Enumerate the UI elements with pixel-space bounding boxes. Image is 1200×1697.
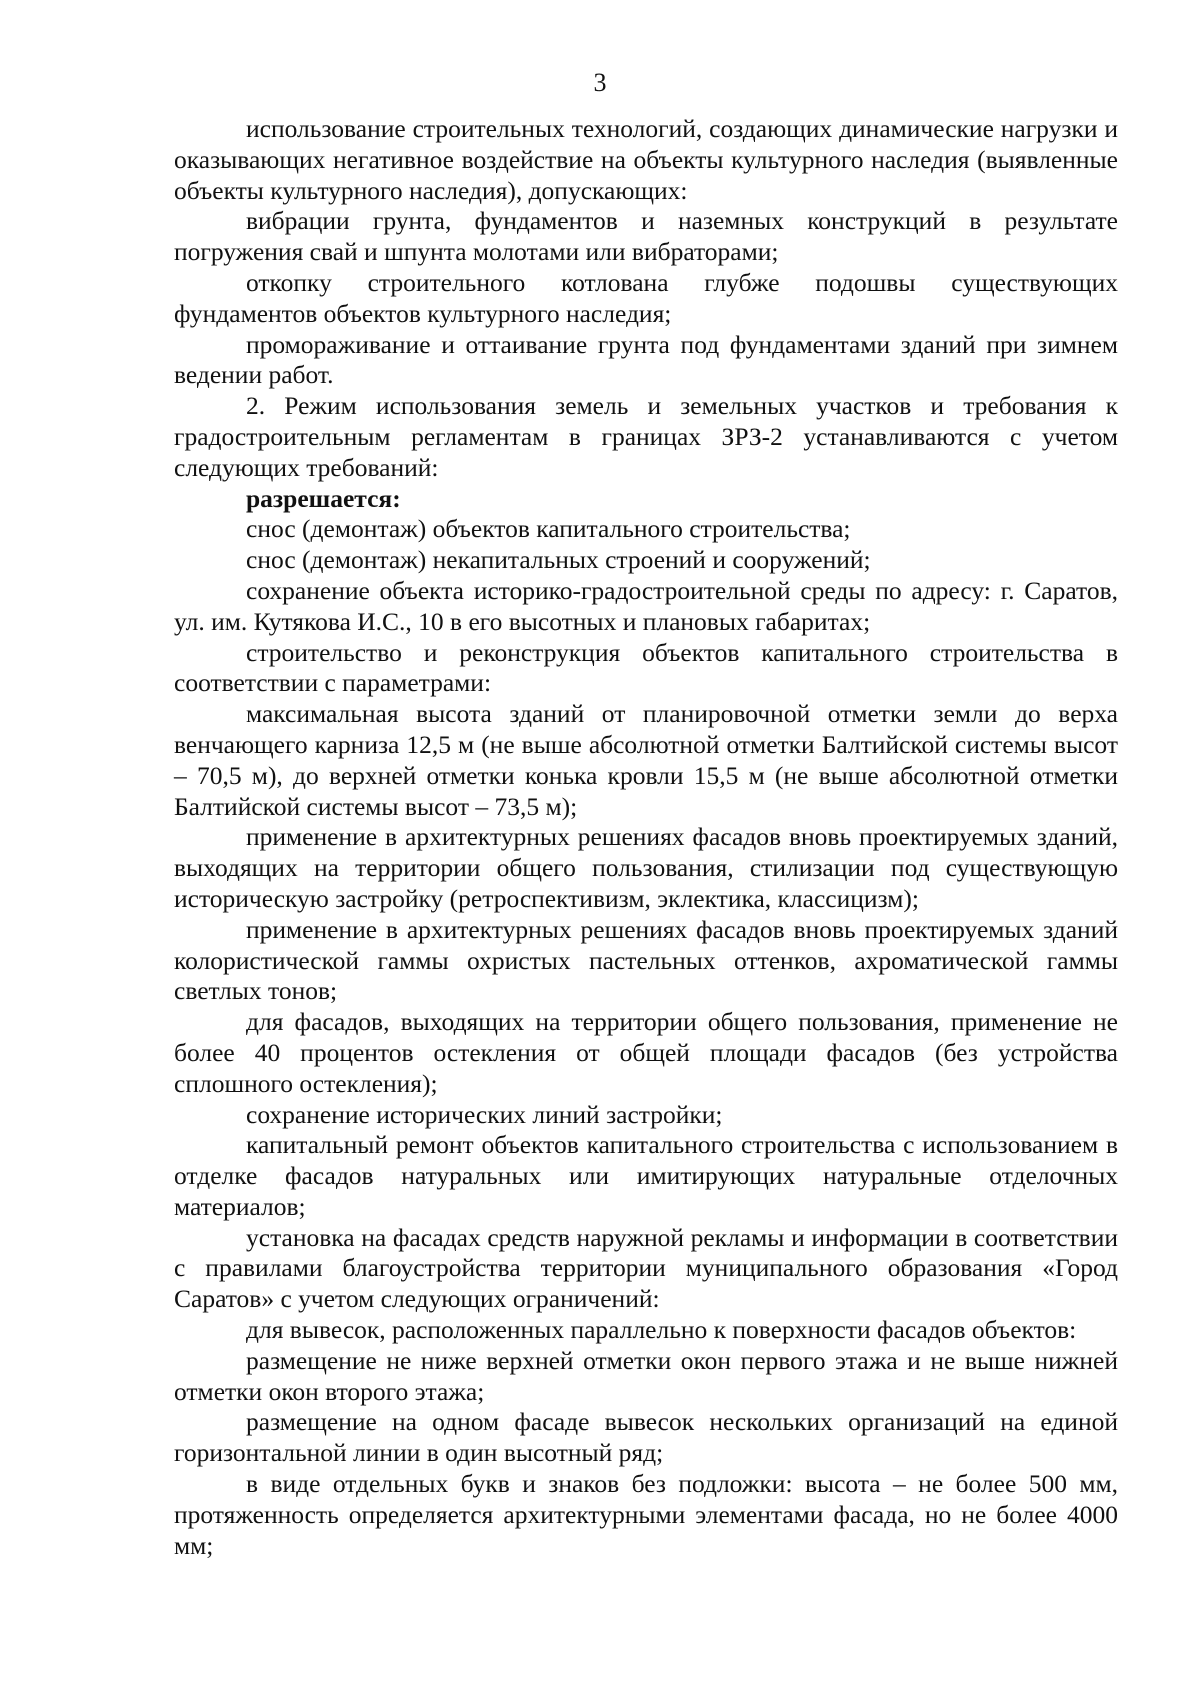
paragraph-8: снос (демонтаж) некапитальных строений и сооружений; bbox=[246, 545, 871, 575]
paragraph-19: размещение не ниже верхней отметки окон первого этажа и не выше нижней отметки окон второго этажа; bbox=[174, 1345, 1118, 1406]
paragraph-7: снос (демонтаж) объектов капитального строительства; bbox=[246, 514, 851, 544]
paragraph-18: для вывесок, расположенных параллельно к поверхности фасадов объектов: bbox=[246, 1315, 1077, 1345]
paragraph-3: откопку строительного котлована глубже подошвы существующих фундаментов объектов культурного наследия; bbox=[174, 267, 1118, 328]
paragraph-13: применение в архитектурных решениях фасадов вновь проектируемых зданий колористической гаммы охристых пастельных оттенков, ахроматической гаммы светлых тонов; bbox=[174, 914, 1118, 1006]
paragraph-16: капитальный ремонт объектов капитального строительства с использованием в отделке фасадов натуральных или имитирующих натуральные отделочных материалов; bbox=[174, 1130, 1118, 1221]
paragraph-11: максимальная высота зданий от планировочной отметки земли до верха венчающего карниза 12,5 м (не выше абсолютной отметки Балтийской системы высот – 70,5 м), до верхней отметки конька кровли 15,5 м (не выше абсолютной отметки Балтийской системы высот – 73,5 м); bbox=[174, 699, 1118, 821]
page-number: 3 bbox=[593, 68, 607, 97]
paragraph-14: для фасадов, выходящих на территории общего пользования, применение не более 40 процентов остекления от общей площади фасадов (без устройства сплошного остекления); bbox=[174, 1007, 1118, 1098]
paragraph-2: вибрации грунта, фундаментов и наземных конструкций в результате погружения свай и шпунта молотами или вибраторами; bbox=[174, 206, 1118, 267]
paragraph-20: размещение на одном фасаде вывесок нескольких организаций на единой горизонтальной линии в один высотный ряд; bbox=[174, 1407, 1118, 1468]
paragraph-10: строительство и реконструкция объектов капитального строительства в соответствии с параметрами: bbox=[174, 637, 1118, 698]
paragraph-9: сохранение объекта историко-градостроительной среды по адресу: г. Саратов, ул. им. Кутякова И.С., 10 в его высотных и плановых габаритах; bbox=[174, 575, 1118, 636]
paragraph-6-heading: разрешается: bbox=[246, 483, 401, 513]
document-body bbox=[174, 114, 1118, 1561]
paragraph-15: сохранение исторических линий застройки; bbox=[246, 1099, 723, 1129]
paragraph-12: применение в архитектурных решениях фасадов вновь проектируемых зданий, выходящих на территории общего пользования, стилизации под существующую историческую застройку (ретроспективизм, эклектика, классицизм); bbox=[174, 822, 1118, 913]
paragraph-1: использование строительных технологий, создающих динамические нагрузки и оказывающих негативное воздействие на объекты культурного наследия (выявленные объекты культурного наследия), допускающих: bbox=[174, 114, 1118, 205]
paragraph-21: в виде отдельных букв и знаков без подложки: высота – не более 500 мм, протяженность определяется архитектурными элементами фасада, но не более 4000 мм; bbox=[174, 1469, 1118, 1560]
paragraph-5: 2. Режим использования земель и земельных участков и требования к градостроительным регламентам в границах ЗРЗ-2 устанавливаются с учетом следующих требований: bbox=[174, 391, 1118, 482]
paragraph-4: промораживание и оттаивание грунта под фундаментами зданий при зимнем ведении работ. bbox=[174, 329, 1118, 390]
paragraph-17: установка на фасадах средств наружной рекламы и информации в соответствии с правилами благоустройства территории муниципального образования «Город Саратов» с учетом следующих ограничений: bbox=[174, 1222, 1118, 1314]
